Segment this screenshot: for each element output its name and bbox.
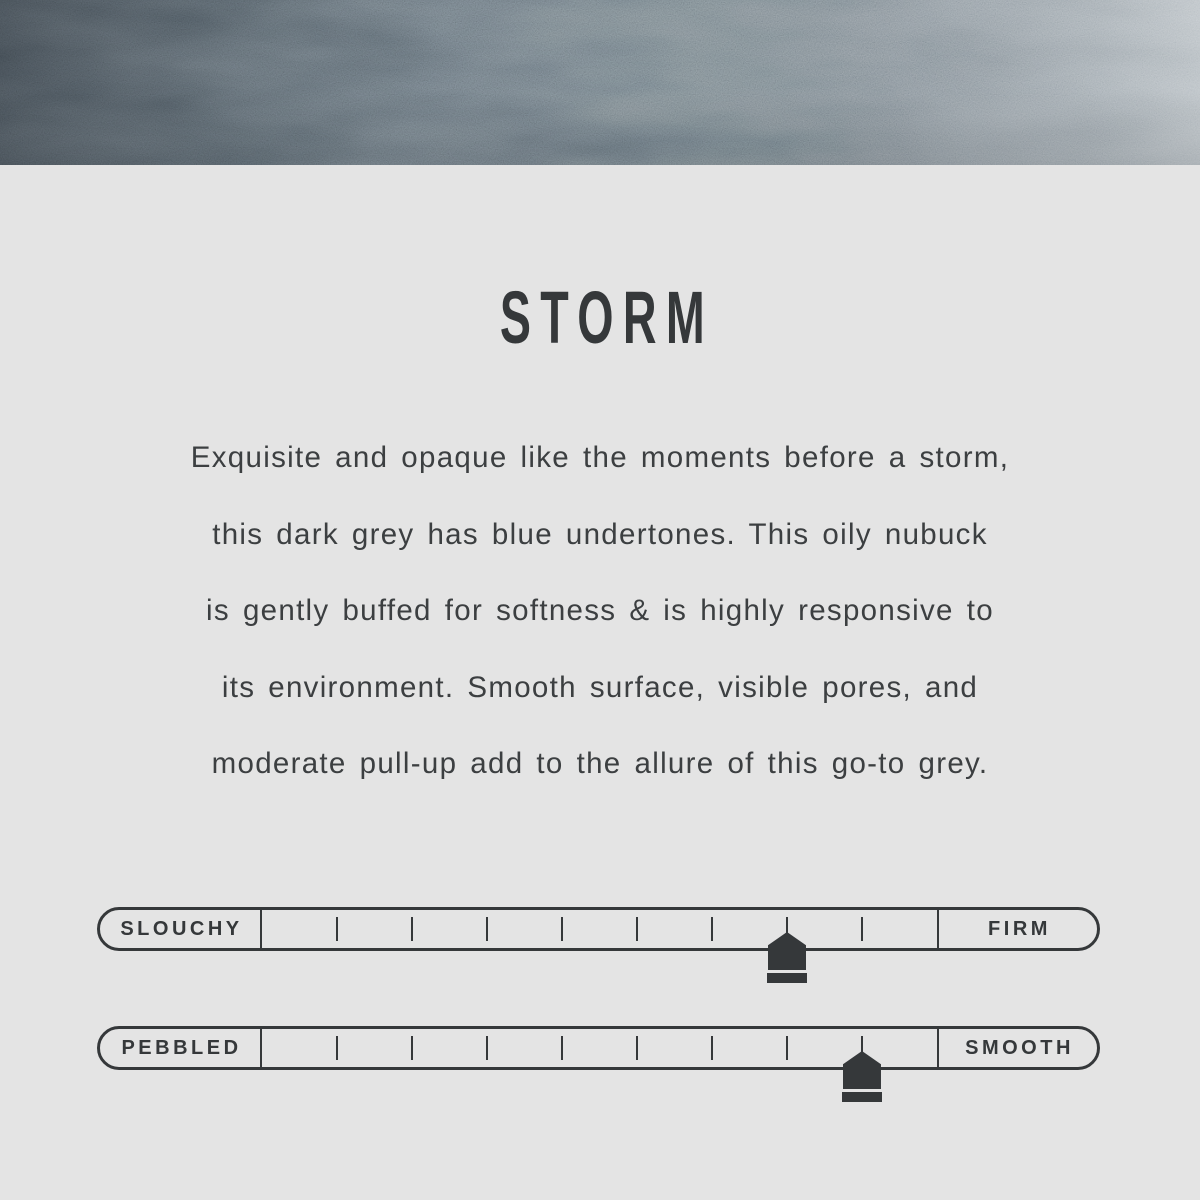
- texture-scale-diagram: [97, 1026, 1100, 1070]
- tick-mark: [636, 1036, 638, 1060]
- tick-mark: [786, 1036, 788, 1060]
- tick-mark: [336, 917, 338, 941]
- leather-description: [0, 420, 1200, 803]
- tick-mark: [486, 917, 488, 941]
- tick-mark: [486, 1036, 488, 1060]
- scale-label-firm: FIRM: [937, 910, 1097, 948]
- marker-pointer-icon: [768, 932, 806, 970]
- tick-mark: [861, 917, 863, 941]
- drape-scale-track: [262, 910, 937, 948]
- marker-base: [842, 1092, 882, 1102]
- tick-mark: [411, 1036, 413, 1060]
- texture-scale-track: [262, 1029, 937, 1067]
- drape-scale-diagram: [97, 907, 1100, 951]
- page-title: [0, 276, 1200, 359]
- scale-marker: [842, 1051, 882, 1102]
- tick-mark: [411, 917, 413, 941]
- description-line: Exquisite and opaque like the moments before a storm,: [190, 441, 1010, 474]
- scale-label-slouchy: SLOUCHY: [100, 910, 262, 948]
- scale-marker: [767, 932, 807, 983]
- description-line: its environment. Smooth surface, visible pores, and: [221, 670, 979, 704]
- scale-label-pebbled: PEBBLED: [100, 1029, 262, 1067]
- tick-mark: [561, 1036, 563, 1060]
- leather-grain-texture: [0, 0, 1200, 165]
- tick-mark: [711, 917, 713, 941]
- tick-mark: [336, 1036, 338, 1060]
- leather-swatch-photo: [0, 0, 1200, 165]
- scale-label-smooth: SMOOTH: [937, 1029, 1097, 1067]
- description-line: this dark grey has blue undertones. This oily nubuck: [212, 517, 988, 551]
- marker-pointer-icon: [843, 1051, 881, 1089]
- marker-base: [767, 973, 807, 983]
- description-line: is gently buffed for softness & is highly responsive to: [206, 594, 994, 627]
- tick-mark: [711, 1036, 713, 1060]
- tick-mark: [561, 917, 563, 941]
- page-title-text: STORM: [500, 276, 715, 359]
- description-line: moderate pull-up add to the allure of this go-to grey.: [211, 747, 989, 780]
- tick-mark: [636, 917, 638, 941]
